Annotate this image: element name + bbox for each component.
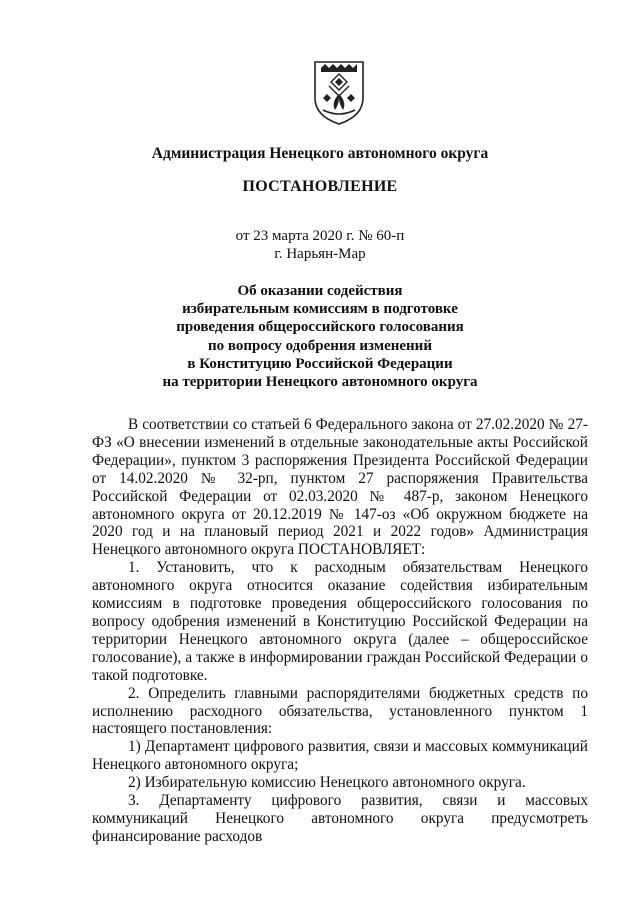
organization-name: Администрация Ненецкого автономного округа bbox=[151, 145, 489, 162]
clause-3-paragraph: 3. Департаменту цифрового развития, связи и массовых коммуникаций Ненецкого автономного округа предусмотреть финансирование расходов bbox=[92, 792, 588, 845]
title-line: Об оказании содействия bbox=[237, 283, 403, 299]
clause-1-paragraph: 1. Установить, что к расходным обязательствам Ненецкого автономного округа относится оказание содействия избирательным комиссиям в подготовке проведения общероссийского голосования по вопросу одобрения изменений в Конституцию Российской Федерации на территории Ненецкого автономного округа (далее – общероссийское голосование), а также в информировании граждан Российской Федерации о такой подготовке. bbox=[92, 559, 588, 684]
document-date-number: от 23 марта 2020 г. № 60-п bbox=[235, 228, 405, 244]
clause-2-item-2: 2) Избирательную комиссию Ненецкого автономного округа. bbox=[128, 774, 526, 792]
clause-2-item-1: 1) Департамент цифрового развития, связи и массовых коммуникаций Ненецкого автономного округа; bbox=[92, 738, 588, 774]
document-body bbox=[92, 416, 588, 846]
title-line: по вопросу одобрения изменений bbox=[208, 337, 432, 354]
document-title bbox=[0, 282, 640, 391]
title-line: на территории Ненецкого автономного округа bbox=[162, 374, 478, 391]
document-type: ПОСТАНОВЛЕНИЕ bbox=[242, 178, 398, 195]
preamble-paragraph: В соответствии со статьей 6 Федерального закона от 27.02.2020 № 27-ФЗ «О внесении изменений в отдельные законодательные акты Российской Федерации», пунктом 3 распоряжения Президента Российской Федерации от 14.02.2020 № 32-рп, пунктом 27 распоряжения Правительства Российской Федерации от 02.03.2020 № 487-р, законом Ненецкого автономного округа от 20.12.2019 № 147-оз «Об окружном бюджете на 2020 год и на плановый период 2021 и 2022 годов» Администрация Ненецкого автономного округа ПОСТАНОВЛЯЕТ: bbox=[92, 416, 588, 559]
title-line: избирательным комиссиям в подготовке bbox=[182, 301, 458, 318]
clause-2-paragraph: 2. Определить главными распорядителями бюджетных средств по исполнению расходного обязательства, установленного пунктом 1 настоящего постановления: bbox=[92, 684, 588, 738]
title-line: в Конституцию Российской Федерации bbox=[187, 355, 453, 372]
nenets-coat-of-arms-icon bbox=[311, 58, 367, 126]
document-city: г. Нарьян-Мар bbox=[274, 246, 366, 262]
title-line: проведения общероссийского голосования bbox=[176, 319, 464, 336]
